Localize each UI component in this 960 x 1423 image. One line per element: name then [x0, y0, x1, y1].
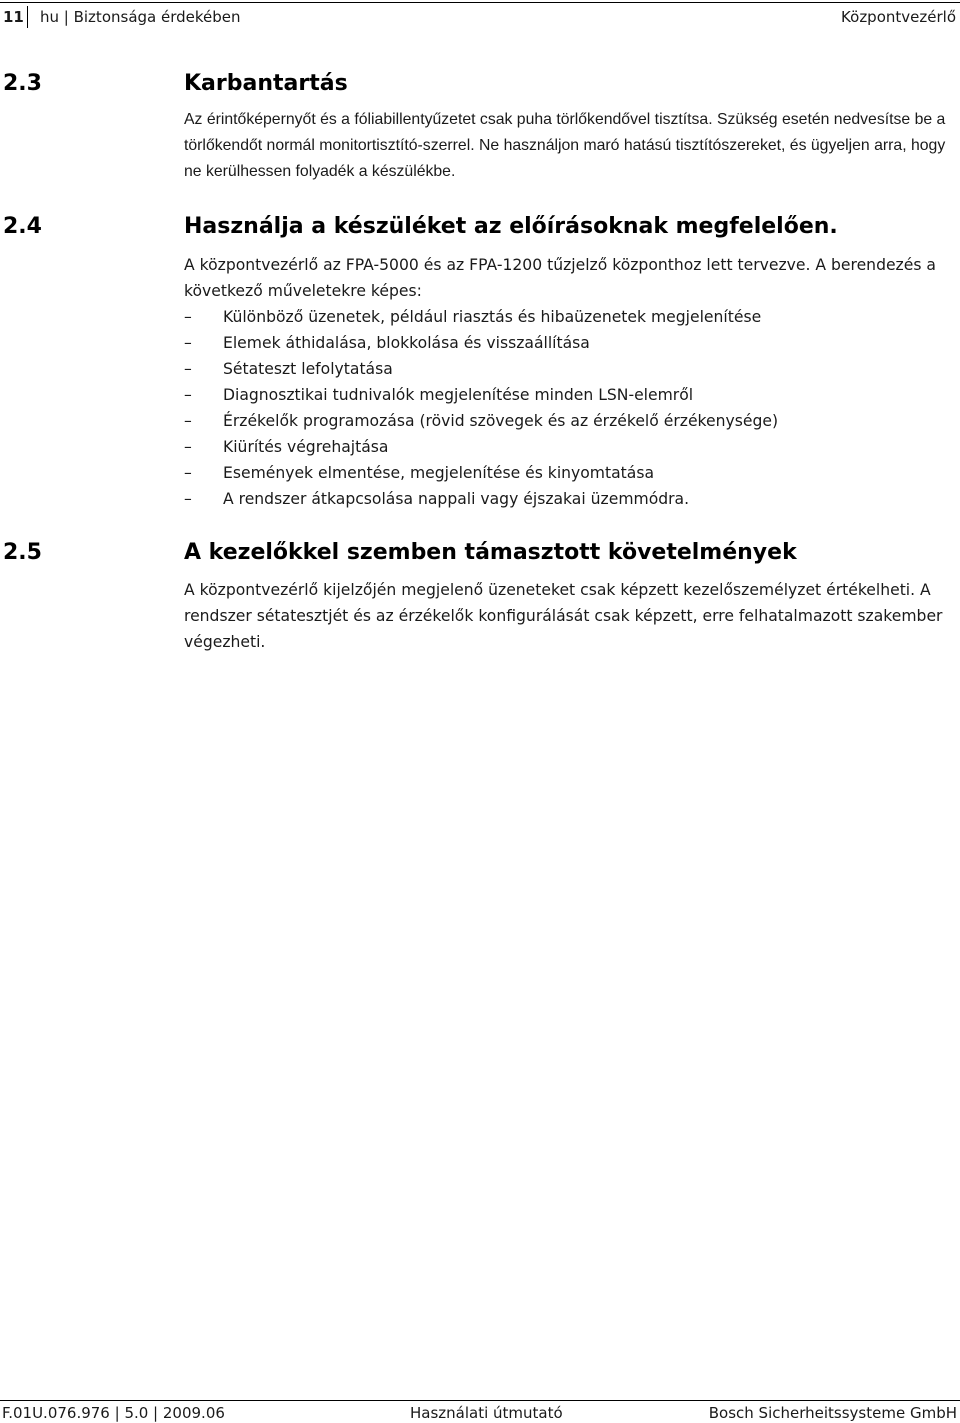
dash-bullet: –: [184, 490, 192, 508]
dash-bullet: –: [184, 386, 192, 404]
section-title: Használja a készüléket az előírásoknak megfelelően.: [184, 214, 838, 239]
dash-bullet: –: [184, 308, 192, 326]
header-section: hu | Biztonsága érdekében: [40, 8, 241, 26]
list-item-text: Érzékelők programozása (rövid szövegek és az érzékelő érzékenysége): [223, 412, 779, 430]
list-item-text: Események elmentése, megjelenítése és kinyomtatása: [223, 464, 655, 482]
header-separator: [27, 6, 28, 28]
list-item-text: Diagnosztikai tudnivalók megjelenítése minden LSN-elemről: [223, 386, 694, 404]
section-paragraph: A központvezérlő az FPA-5000 és az FPA-1200 tűzjelző központhoz lett tervezve. A berendezés a következő műveletekre képes:: [184, 256, 936, 300]
dash-bullet: –: [184, 438, 192, 456]
section-paragraph: A központvezérlő kijelzőjén megjelenő üzeneteket csak képzett kezelőszemélyzet értékelheti. A rendszer sétatesztjét és az érzékelők konfigurálását csak képzett, erre felhatalmazott szakember végezheti.: [184, 581, 943, 651]
section-title: A kezelőkkel szemben támasztott követelmények: [184, 540, 797, 565]
list-item-text: Sétateszt lefolytatása: [223, 360, 393, 378]
section-number: 2.4: [3, 214, 42, 239]
dash-bullet: –: [184, 360, 192, 378]
section-title: Karbantartás: [184, 71, 348, 96]
section-number: 2.3: [3, 71, 42, 96]
footer-document-id: F.01U.076.976 | 5.0 | 2009.06: [2, 1404, 225, 1422]
list-item-text: A rendszer átkapcsolása nappali vagy éjszakai üzemmódra.: [223, 490, 690, 508]
footer-company: Bosch Sicherheitssysteme GmbH: [708, 1404, 957, 1422]
header-document-name: Központvezérlő: [841, 8, 956, 26]
page-number: 11: [3, 8, 24, 26]
footer-title: Használati útmutató: [410, 1404, 563, 1422]
header-rule: [0, 2, 960, 3]
dash-bullet: –: [184, 412, 192, 430]
list-item-text: Kiürítés végrehajtása: [223, 438, 389, 456]
section-number: 2.5: [3, 540, 42, 565]
dash-bullet: –: [184, 334, 192, 352]
list-item-text: Elemek áthidalása, blokkolása és visszaállítása: [223, 334, 590, 352]
list-item-text: Különböző üzenetek, például riasztás és hibaüzenetek megjelenítése: [223, 308, 762, 326]
footer-rule: [0, 1400, 960, 1401]
section-paragraph: Az érintőképernyőt és a fóliabillentyűzetet csak puha törlőkendővel tisztítsa. Szükség esetén nedvesítse be a törlőkendőt normál monitortisztító-szerrel. Ne használjon maró hatású tisztítószereket, és ügyeljen arra, hogy ne kerülhessen folyadék a készülékbe.: [184, 111, 946, 180]
dash-bullet: –: [184, 464, 192, 482]
